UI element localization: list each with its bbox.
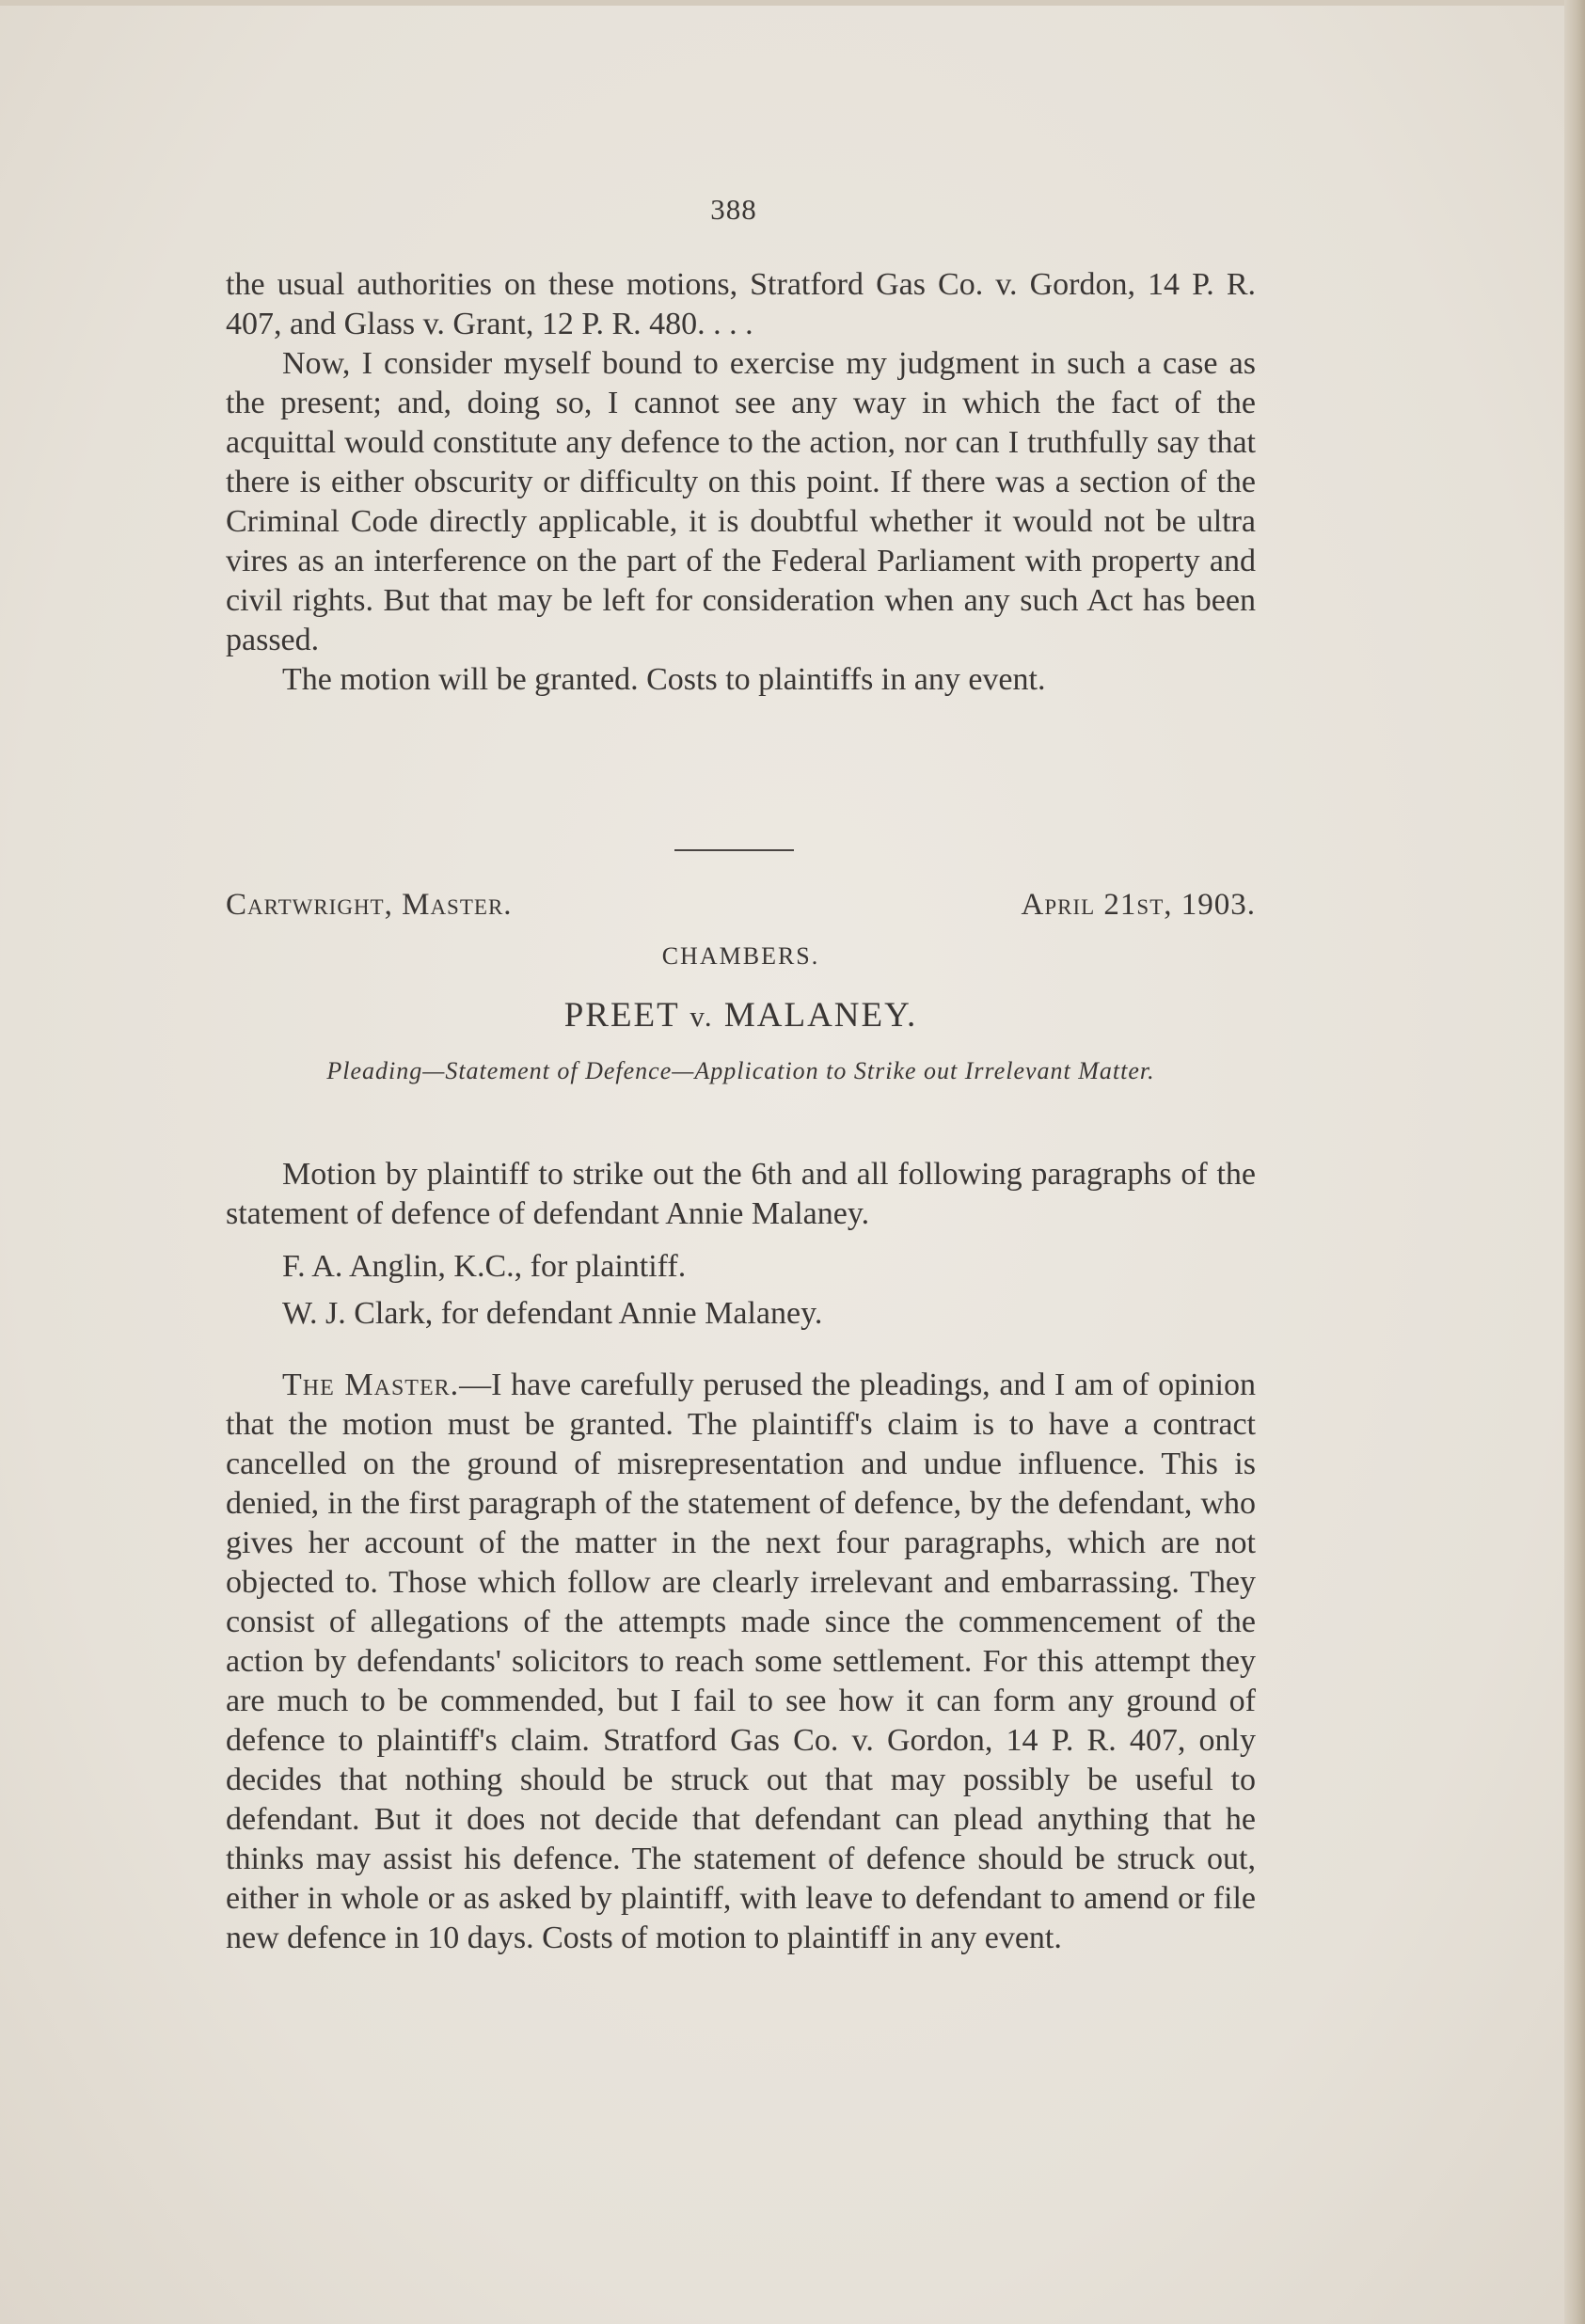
case-title [226,995,1256,1036]
case-date: April 21st, 1903. [1021,888,1256,922]
case-plaintiff: PREET [563,996,680,1035]
case-body [226,1155,1256,1958]
continuation-paragraph: The motion will be granted. Costs to plaintiffs in any event. [282,662,1046,697]
counsel-plaintiff: F. A. Anglin, K.C., for plaintiff. [282,1249,687,1284]
page-right-edge [1564,0,1585,2324]
judgment-paragraph [226,1366,1256,1958]
counsel-defendant: W. J. Clark, for defendant Annie Malaney. [282,1296,823,1331]
page-number: 388 [710,193,757,226]
judgment-speaker: The Master. [282,1368,460,1402]
court-name: CHAMBERS. [661,942,820,970]
case-header [226,888,1256,923]
judge-name: Cartwright, Master. [226,888,513,922]
page-top-edge [0,0,1585,6]
continuation-paragraph: the usual authorities on these motions, Stratford Gas Co. v. Gordon, 14 P. R. 407, and Glass v. Grant, 12 P. R. 480. . . . [226,267,1256,341]
motion-paragraph: Motion by plaintiff to strike out the 6th and all following paragraphs of the statement of defence of defendant Annie Malaney. [226,1157,1256,1231]
continuation-text [226,265,1256,700]
case-versus: v. [689,1000,714,1033]
continuation-paragraph: Now, I consider myself bound to exercise my judgment in such a case as the present; and, doing so, I cannot see any way in which the fact of the acquittal would constitute any defence to the action, nor can I truthfully say that there is either obscurity or difficulty on this point. If there was a section of the Criminal Code directly applicable, it is doubtful whether it would not be ultra vires as an interference on the part of the Federal Parliament with property and civil rights. But that may be left for consideration when any such Act has been passed. [226,346,1256,657]
case-defendant: MALANEY. [723,996,918,1035]
judgment-text: —I have carefully perused the pleadings, and I am of opinion that the motion must be granted. The plaintiff's claim is to have a contract cancelled on the ground of misrepresentation and undue influence. This is denied, in the first paragraph of the statement of defence, by the defendant, who gives her account of the matter in the next four paragraphs, which are not objected to. Those which follow are clearly irrelevant and embarrassing. They consist of allegations of the attempts made since the commencement of the action by defendants' solicitors to reach some settlement. For this attempt they are much to be commended, but I fail to see how it can form any ground of defence to plaintiff's claim. Stratford Gas Co. v. Gordon, 14 P. R. 407, only decides that nothing should be struck out that may possibly be useful to defendant. But it does not decide that defendant can plead anything that he thinks may assist his defence. The statement of defence should be struck out, either in whole or as asked by plaintiff, with leave to defendant to amend or file new defence in 10 days. Costs of motion to plaintiff in any event. [226,1368,1257,1955]
headnote: Pleading—Statement of Defence—Application to Strike out Irrelevant Matter. [326,1057,1155,1084]
section-divider [674,849,794,851]
